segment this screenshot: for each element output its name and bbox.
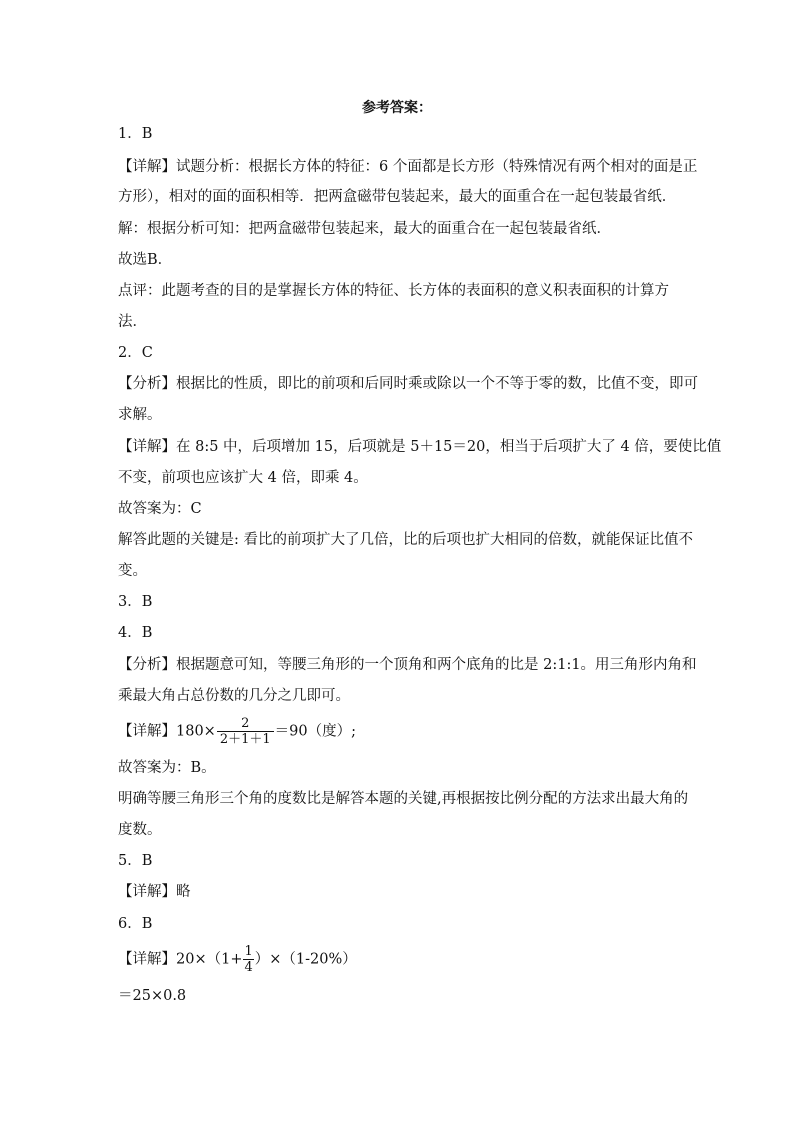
q4-detail-formula <box>118 716 356 747</box>
q4-answer-line: 故答案为：B。 <box>118 760 216 776</box>
q4-analysis-line: 【分析】根据题意可知，等腰三角形的一个顶角和两个底角的比是 2:1:1。用三角形内角和 <box>118 657 697 673</box>
q6-step-line: ＝25×0.8 <box>118 988 187 1004</box>
q6-fraction-numerator: 1 <box>244 944 253 959</box>
q1-detail-line: 【详解】试题分析：根据长方体的特征：6 个面都是长方形（特殊情况有两个相对的面是正 <box>118 159 698 175</box>
q1-comment-line: 法． <box>118 314 147 330</box>
q2-key-line: 解答此题的关键是: 看比的前项扩大了几倍，比的后项也扩大相同的倍数，就能保证比值不 <box>118 532 693 548</box>
q4-analysis-line: 乘最大角占总份数的几分之几即可。 <box>118 688 350 704</box>
q4-key-line: 度数。 <box>118 822 162 838</box>
q2-analysis-line: 求解。 <box>118 407 162 423</box>
q6-fraction <box>243 944 253 975</box>
q6-formula-prefix: 【详解】20×（1+ <box>118 951 243 968</box>
q4-fraction-numerator: 2 <box>241 716 250 731</box>
q6-fraction-denominator: 4 <box>244 960 253 975</box>
q1-detail-line: 方形），相对的面的面积相等．把两盒磁带包装起来，最大的面重合在一起包装最省纸． <box>118 189 677 205</box>
q2-analysis-line: 【分析】根据比的性质，即比的前项和后同时乘或除以一个不等于零的数，比值不变，即可 <box>118 376 698 392</box>
q4-formula-prefix: 【详解】180× <box>118 723 216 740</box>
q2-key-line: 变。 <box>118 563 147 579</box>
q1-answer: 1．B <box>118 126 153 142</box>
q2-detail-line: 不变，前项也应该扩大 4 倍，即乘 4。 <box>118 470 368 486</box>
q5-answer: 5．B <box>118 853 153 869</box>
q4-key-line: 明确等腰三角形三个角的度数比是解答本题的关键,再根据按比例分配的方法求出最大角的 <box>118 791 689 807</box>
q4-fraction-denominator: 2＋1＋1 <box>217 731 274 747</box>
q4-fraction <box>217 716 274 747</box>
q6-formula-suffix: ）×（1-20%） <box>254 951 357 968</box>
q1-solution-line: 解：根据分析可知：把两盒磁带包装起来，最大的面重合在一起包装最省纸． <box>118 221 611 237</box>
q5-detail-line: 【详解】略 <box>118 884 191 900</box>
page-title: 参考答案： <box>362 100 432 116</box>
q2-answer-line: 故答案为：C <box>118 501 202 517</box>
q6-answer: 6．B <box>118 916 153 932</box>
q2-answer: 2．C <box>118 345 153 361</box>
q1-comment-line: 点评：此题考查的目的是掌握长方体的特征、长方体的表面积的意义积表面积的计算方 <box>118 283 669 299</box>
q6-detail-formula <box>118 944 357 975</box>
q2-detail-line: 【详解】在 8:5 中，后项增加 15，后项就是 5＋15＝20，相当于后项扩大了 4 倍，要使比值 <box>118 439 722 455</box>
q4-formula-suffix: ＝90（度）; <box>274 723 356 740</box>
q1-choice-line: 故选B． <box>118 252 173 268</box>
q4-answer: 4．B <box>118 625 153 641</box>
q3-answer: 3．B <box>118 594 153 610</box>
